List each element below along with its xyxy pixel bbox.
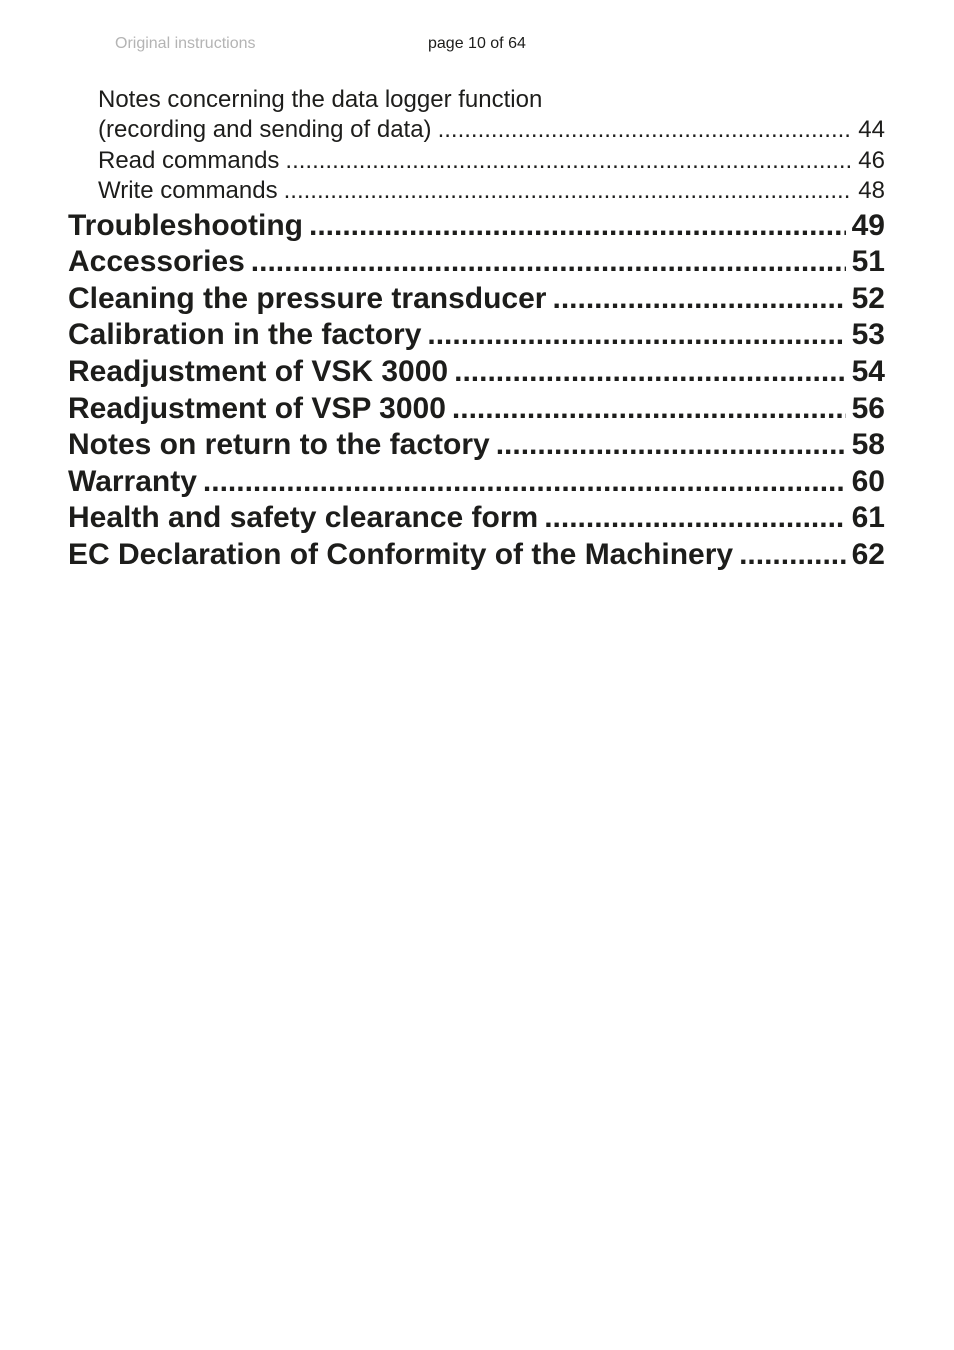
toc-leader-dots: [285, 147, 852, 175]
toc-entry-cleaning[interactable]: [68, 282, 885, 316]
toc-sub-entry-write-commands[interactable]: [98, 177, 885, 205]
toc-entry-title: Notes on return to the factory: [68, 428, 490, 461]
toc-entry-page: 56: [851, 392, 885, 425]
page-header: [0, 35, 954, 55]
toc-leader-dots: [739, 538, 846, 572]
toc-leader-dots: [203, 465, 846, 499]
toc-entry-title: Cleaning the pressure transducer: [68, 282, 547, 315]
toc-entry-readjustment-vsk[interactable]: [68, 355, 885, 389]
toc-entry-title: Calibration in the factory: [68, 318, 422, 351]
toc-entry-page: 62: [851, 538, 885, 571]
toc-entry-readjustment-vsp[interactable]: [68, 392, 885, 426]
toc-leader-dots: [251, 245, 846, 279]
toc-entry-ec-declaration[interactable]: [68, 538, 885, 572]
toc-entry-page: 49: [851, 209, 885, 242]
toc-sub-entry-notes[interactable]: [98, 116, 885, 144]
toc-leader-dots: [544, 501, 845, 535]
toc-leader-dots: [496, 428, 846, 462]
toc-entry-title: Troubleshooting: [68, 209, 303, 242]
toc-entry-title: Write commands: [98, 177, 278, 204]
toc-leader-dots: [284, 177, 853, 205]
toc-entry-health-safety[interactable]: [68, 501, 885, 535]
toc-entry-page: 53: [851, 318, 885, 351]
toc-entry-warranty[interactable]: [68, 465, 885, 499]
toc-entry-accessories[interactable]: [68, 245, 885, 279]
toc-leader-dots: [552, 282, 845, 316]
toc-entry-page: 58: [851, 428, 885, 461]
toc-sub-entry-notes-line1: Notes concerning the data logger function: [98, 86, 543, 113]
toc-entry-page: 61: [851, 501, 885, 534]
toc-entry-title: Accessories: [68, 245, 245, 278]
toc-entry-title: Readjustment of VSP 3000: [68, 392, 446, 425]
toc-leader-dots: [427, 318, 845, 352]
toc-entry-page: 44: [858, 116, 885, 143]
toc-sub-entry-read-commands[interactable]: [98, 147, 885, 175]
toc-entry-page: 51: [851, 245, 885, 278]
toc-entry-page: 52: [851, 282, 885, 315]
toc-entry-calibration[interactable]: [68, 318, 885, 352]
toc-leader-dots: [454, 355, 846, 389]
toc-entry-title: EC Declaration of Conformity of the Machinery: [68, 538, 734, 571]
toc-entry-page: 48: [858, 177, 885, 204]
toc-leader-dots: [309, 209, 846, 243]
toc-entry-title: Readjustment of VSK 3000: [68, 355, 449, 388]
toc-entry-page: 46: [858, 147, 885, 174]
toc-entry-title: Warranty: [68, 465, 197, 498]
toc-entry-troubleshooting[interactable]: [68, 209, 885, 243]
toc-entry-title: (recording and sending of data): [98, 116, 432, 143]
toc-entry-title: Read commands: [98, 147, 280, 174]
toc-entry-page: 60: [851, 465, 885, 498]
document-label: Original instructions: [115, 35, 256, 52]
toc-leader-dots: [438, 116, 853, 144]
toc-entry-title: Health and safety clearance form: [68, 501, 539, 534]
toc-leader-dots: [452, 392, 846, 426]
toc-entry-page: 54: [851, 355, 885, 388]
toc-entry-return-notes[interactable]: [68, 428, 885, 462]
page-number: page 10 of 64: [428, 35, 526, 52]
